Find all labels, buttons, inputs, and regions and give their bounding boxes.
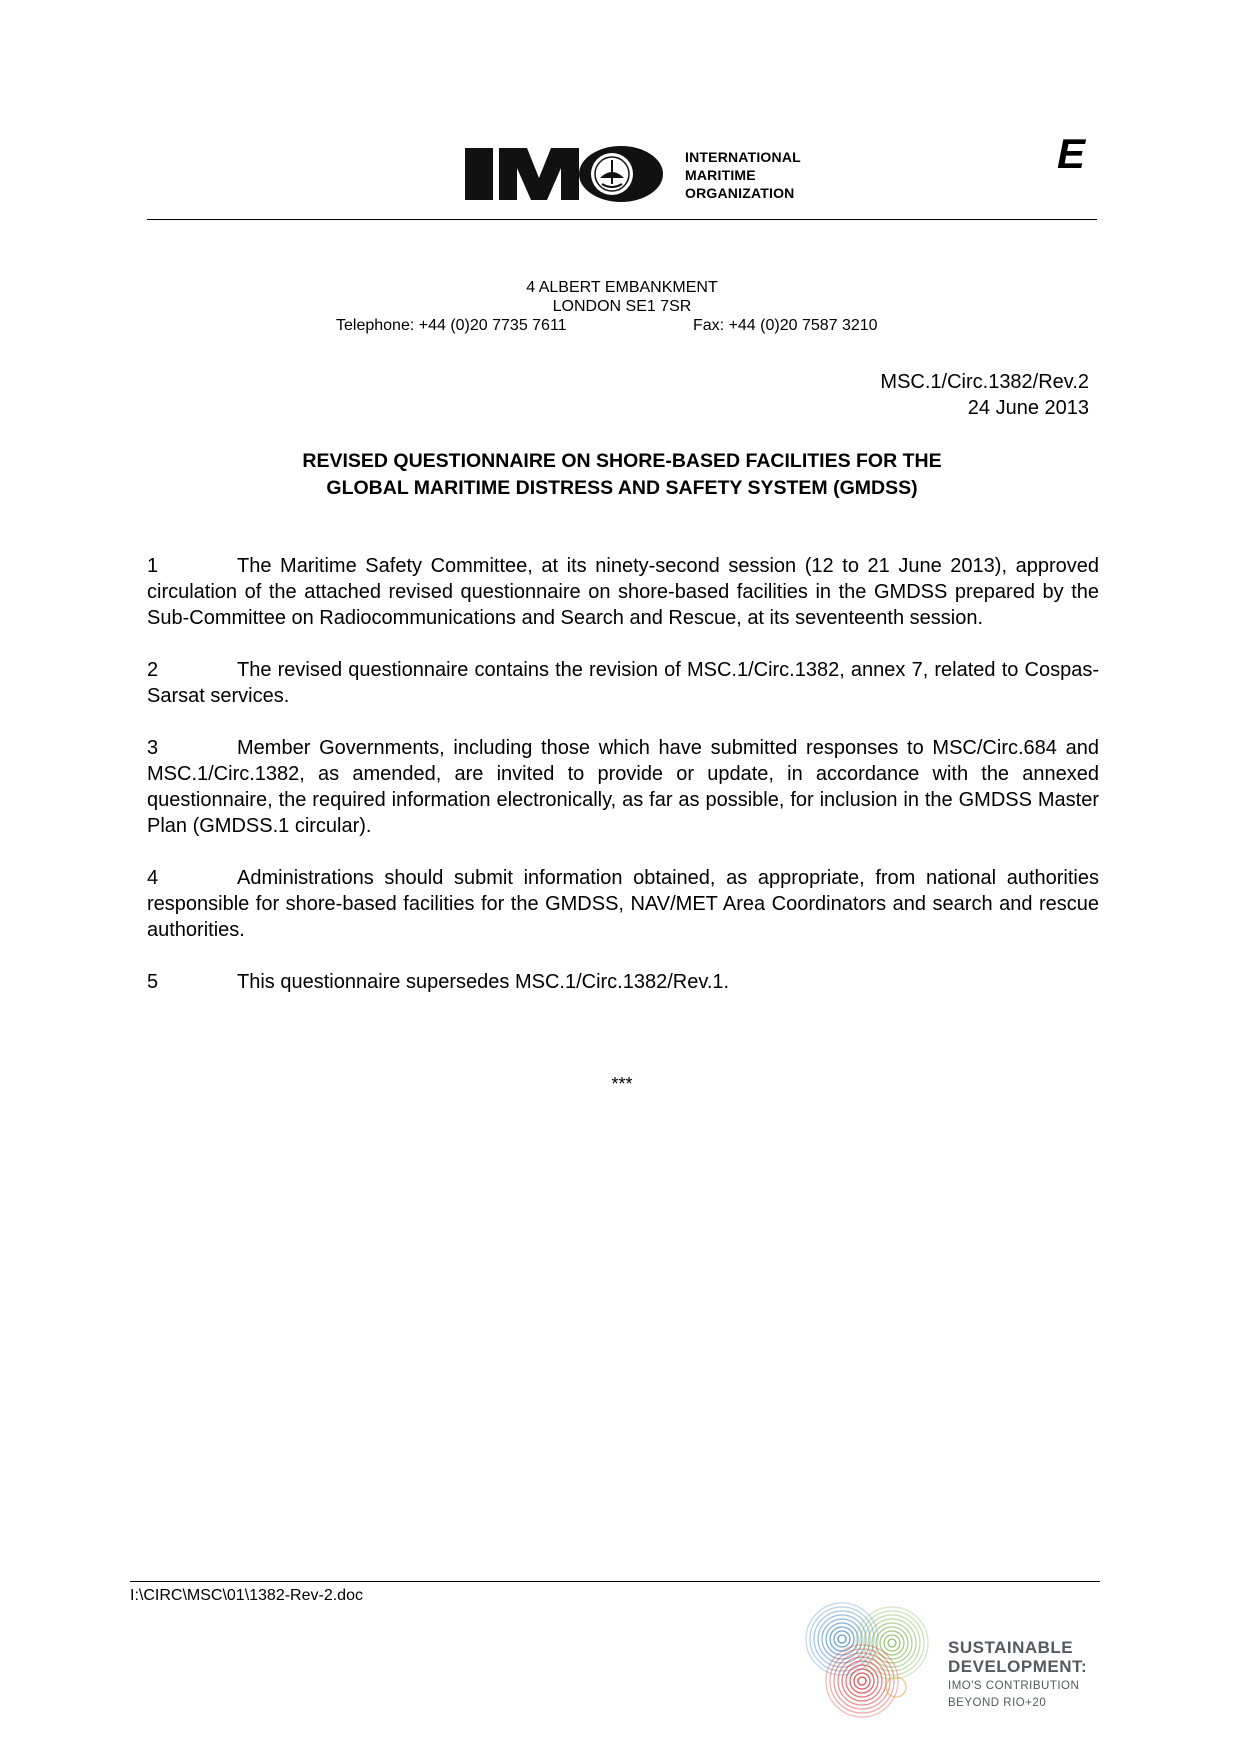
sustainable-development-text bbox=[948, 1638, 1087, 1710]
letterhead bbox=[147, 130, 1097, 220]
emblem-ring bbox=[884, 1635, 900, 1651]
file-path: I:\CIRC\MSC\01\1382-Rev-2.doc bbox=[130, 1587, 363, 1604]
address-block bbox=[147, 278, 1097, 335]
org-name-line: INTERNATIONAL bbox=[685, 149, 801, 165]
org-name-line: MARITIME bbox=[685, 167, 756, 183]
paragraph-text: Member Governments, including those which have submitted responses to MSC/Circ.684 and MSC.1/Circ.1382, as amended, are invited to provide or update, in accordance with the annexed questionnaire, the required information electronically, as far as possible, for inclusion in the GMDSS Master Plan (GMDSS.1 circular). bbox=[147, 737, 1099, 837]
numbered-paragraph bbox=[147, 969, 1099, 995]
sd-subtitle-line: BEYOND RIO+20 bbox=[948, 1697, 1047, 1709]
emblem-ring bbox=[834, 1631, 850, 1647]
paragraph-number: 3 bbox=[147, 737, 159, 759]
emblem-ring bbox=[854, 1673, 870, 1689]
fax: Fax: +44 (0)20 7587 3210 bbox=[693, 317, 878, 334]
org-name-line: ORGANIZATION bbox=[685, 185, 795, 201]
document-title bbox=[147, 448, 1097, 502]
sd-title-line: SUSTAINABLE bbox=[948, 1638, 1074, 1657]
document-date: 24 June 2013 bbox=[967, 397, 1089, 419]
numbered-paragraph bbox=[147, 865, 1099, 943]
emblem-ring bbox=[868, 1619, 916, 1667]
paragraph-text: The revised questionnaire contains the revision of MSC.1/Circ.1382, annex 7, related to Cospas-Sarsat services. bbox=[147, 659, 1099, 707]
document-body bbox=[147, 553, 1099, 1021]
section-separator: *** bbox=[611, 1074, 633, 1094]
emblem-ring bbox=[888, 1639, 896, 1647]
numbered-paragraph bbox=[147, 553, 1099, 631]
emblem-ring bbox=[842, 1661, 882, 1701]
emblem-ring bbox=[838, 1635, 846, 1643]
footer-divider bbox=[130, 1581, 1100, 1582]
paragraph-text: This questionnaire supersedes MSC.1/Circ.1382/Rev.1. bbox=[237, 971, 730, 993]
sustainable-development-emblem bbox=[800, 1595, 940, 1720]
numbered-paragraph bbox=[147, 657, 1099, 709]
emblem-ring bbox=[858, 1677, 866, 1685]
title-line: GLOBAL MARITIME DISTRESS AND SAFETY SYSTEM (GMDSS) bbox=[326, 477, 918, 499]
address-line: LONDON SE1 7SR bbox=[552, 298, 692, 315]
document-symbol: MSC.1/Circ.1382/Rev.2 bbox=[880, 371, 1089, 393]
document-reference bbox=[880, 369, 1089, 421]
language-code: E bbox=[1056, 130, 1085, 177]
paragraph-text: The Maritime Safety Committee, at its ninety-second session (12 to 21 June 2013), approved circulation of the attached revised questionnaire on shore-based facilities in the GMDSS prepared by the Sub-Committee on Radiocommunications and Search and Rescue, at its seventeenth session. bbox=[147, 555, 1099, 629]
emblem-ring bbox=[846, 1665, 878, 1697]
paragraph-number: 5 bbox=[147, 971, 159, 993]
organization-name bbox=[685, 148, 801, 202]
sd-title-line: DEVELOPMENT: bbox=[948, 1657, 1088, 1676]
emblem-ring bbox=[876, 1627, 908, 1659]
paragraph-number: 2 bbox=[147, 659, 159, 681]
header-divider bbox=[147, 219, 1097, 220]
paragraph-number: 1 bbox=[147, 555, 159, 577]
telephone: Telephone: +44 (0)20 7735 7611 bbox=[336, 317, 567, 334]
imo-logo bbox=[465, 144, 665, 204]
address-line: 4 ALBERT EMBANKMENT bbox=[526, 279, 718, 296]
sd-subtitle-line: IMO'S CONTRIBUTION bbox=[948, 1680, 1080, 1692]
paragraph-number: 4 bbox=[147, 867, 159, 889]
paragraph-text: Administrations should submit information obtained, as appropriate, from national authorities responsible for shore-based facilities for the GMDSS, NAV/MET Area Coordinators and search and rescue authorities. bbox=[147, 867, 1099, 941]
title-line: REVISED QUESTIONNAIRE ON SHORE-BASED FACILITIES FOR THE bbox=[302, 450, 942, 472]
numbered-paragraph bbox=[147, 735, 1099, 839]
